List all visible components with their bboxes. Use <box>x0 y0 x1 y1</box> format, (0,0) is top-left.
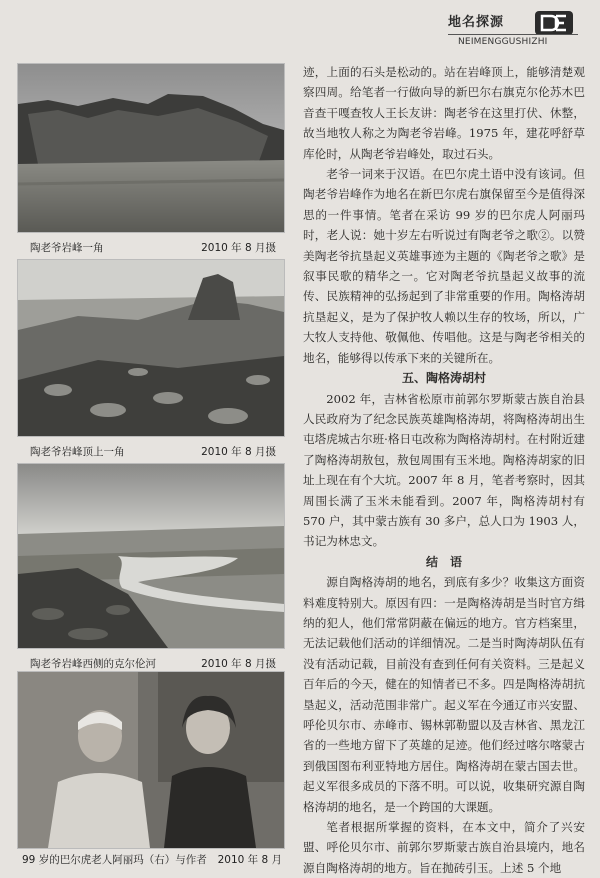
caption-text: 陶老爷岩峰一角 <box>30 242 104 254</box>
paragraph: 老爷一词来于汉语。在巴尔虎土语中没有该词。但陶老爷岩峰作为地名在新巴尔虎右旗保留至今是值得深思的一件事情。笔者在采访 99 岁的巴尔虎人阿丽玛时，老人说：她十岁左右听说过有陶老爷之歌②。以赞美陶老爷抗垦起义英雄事迹为主题的《陶老爷之歌》是叙事民歌的精华之一。它对陶老爷抗垦起义故事的流传、民族精神的弘扬起到了非常重要的作用。陶格涛胡抗垦起义，是为了保护牧人赖以生存的牧场，所以，广大牧人支持他、敬佩他、传唱他。这是与陶老爷相关的地名，能够得以传承下来的关键所在。 <box>303 167 585 365</box>
photo-kerulen-river <box>18 464 284 648</box>
caption-date: 2010 年 8 月 <box>217 854 282 866</box>
photo-caption <box>18 850 284 868</box>
caption-text: 陶老爷岩峰顶上一角 <box>30 446 125 458</box>
paragraph: 源自陶格涛胡的地名，到底有多少？收集这方面资料难度特别大。原因有四：一是陶格涛胡是当时官方缉纳的犯人，他们常常阴蔽在偏远的地方。官方档案里，无法记载他们活动的详细情况。二是当时陶涛胡队伍有没有活动记载，目前没有查到任何有关资料。三是起义百年后的今天，健在的知情者已不多。四是陶格涛胡抗垦起义，活动范围非常广。起义军在今通辽市兴安盟、呼伦贝尔市、赤峰市、锡林郭勒盟以及吉林省、黑龙江省的一些地方留下了英雄的足迹。他们经过喀尔喀蒙古到俄国图布利亚特地方居住。陶格涛胡在蒙古国去世。起义军很多成员的下落不明。可以说，收集研究源自陶格涛胡的地名，是一个跨国的大课题。 <box>303 575 585 814</box>
journal-logo-icon <box>534 10 574 36</box>
section-title: 地名探源 <box>448 15 505 30</box>
paragraph: 笔者根据所掌握的资料，在本文中，简介了兴安盟、呼伦贝尔市、前郭尔罗斯蒙古族自治县境内，地名源自陶格涛胡的地方。旨在抛砖引玉。上述 5 个地 <box>303 820 585 875</box>
photo-rock-peak-top <box>18 260 284 436</box>
photo-caption <box>18 442 284 460</box>
section-subtitle: NEIMENGGUSHIZHI <box>458 37 548 47</box>
photo-alima-and-author <box>18 672 284 848</box>
header-rule <box>448 34 578 35</box>
photo-caption <box>18 654 284 672</box>
page-header <box>0 0 600 58</box>
photo-caption <box>18 238 284 256</box>
paragraph: 迹，上面的石头是松动的。站在岩峰顶上，能够清楚观察四周。给笔者一行做向导的新巴尔右旗克尔伦苏木巴音查干嘎查牧人王长友讲：陶老爷在这里打伏、休整，故当地牧人称之为陶老爷岩峰。1975 年，建花呼舒草库伦时，从陶老爷岩峰处，取过石头。 <box>303 65 585 161</box>
caption-text: 99 岁的巴尔虎老人阿丽玛（右）与作者 <box>22 854 207 866</box>
caption-text: 陶老爷岩峰西侧的克尔伦河 <box>30 658 156 670</box>
caption-date: 2010 年 8 月摄 <box>201 242 276 254</box>
section-heading: 结 语 <box>425 554 462 569</box>
caption-date: 2010 年 8 月摄 <box>201 658 276 670</box>
article-body <box>303 62 585 878</box>
paragraph: 2002 年，吉林省松原市前郭尔罗斯蒙古族自治县人民政府为了纪念民族英雄陶格涛胡，将陶格涛胡出生屯塔虎城古尔班·格日屯改称为陶格涛胡村。在村附近建了陶格涛胡敖包，敖包周围有玉米地。陶格涛胡家的旧址上现在有个大坑。2007 年 8 月，笔者考察时，因其周围长满了玉米未能看到。2007 年，陶格涛胡村有 570 户，其中蒙古族有 30 多户，总人口为 1903 人，书记为林忠文。 <box>303 391 585 549</box>
section-heading: 五、陶格涛胡村 <box>401 371 486 386</box>
photo-rock-peak-corner <box>18 64 284 232</box>
caption-date: 2010 年 8 月摄 <box>201 446 276 458</box>
